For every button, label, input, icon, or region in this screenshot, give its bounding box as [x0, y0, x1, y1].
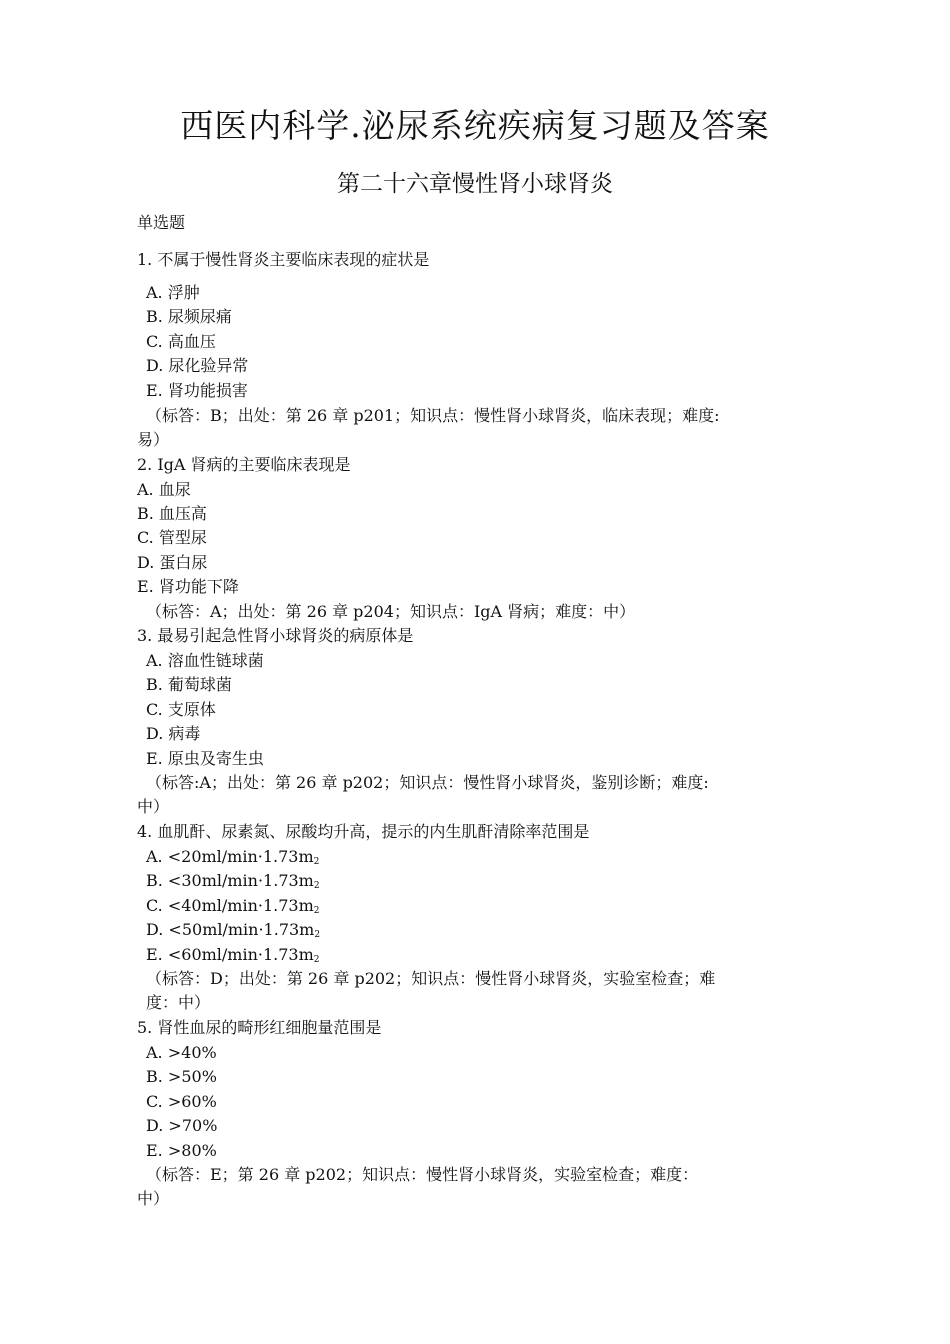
question-option: D. 病毒 [146, 724, 201, 743]
question-stem: 1. 不属于慢性肾炎主要临床表现的症状是 [137, 250, 430, 269]
question-option: B. 葡萄球菌 [146, 675, 232, 694]
answer-line: 中） [137, 797, 170, 816]
answer-line: （标答:A；出处：第 26 章 p202；知识点：慢性肾小球肾炎，鉴别诊断；难度: [146, 773, 709, 792]
question-option: C. 管型尿 [137, 528, 207, 547]
question-option: D. $<50ml/\min\cdot 1.73m_2$ [146, 920, 321, 940]
answer-line: 中） [137, 1189, 170, 1208]
question-option: B. >50% [146, 1067, 217, 1086]
chapter-title: 第二十六章慢性肾小球肾炎 [337, 171, 613, 197]
question-option: C. $<40ml/\min\cdot 1.73m_2$ [146, 896, 320, 916]
question-option: B. 尿频尿痛 [146, 307, 232, 326]
document-title: 西医内科学.泌尿系统疾病复习题及答案 [180, 106, 770, 145]
question-stem: 2. IgA 肾病的主要临床表现是 [137, 455, 351, 474]
question-option: D. 蛋白尿 [137, 553, 208, 572]
question-stem: 4. 血肌酐、尿素氮、尿酸均升高，提示的内生肌酐清除率范围是 [137, 822, 590, 841]
answer-line: （标答：A；出处：第 26 章 p204；知识点：IgA 肾病；难度：中） [146, 602, 636, 621]
question-option: A. $<20ml/\min\cdot 1.73m_2$ [146, 847, 320, 867]
question-option: E. $<60ml/\min\cdot 1.73m_2$ [146, 945, 320, 965]
question-option: E. 肾功能损害 [146, 381, 248, 400]
question-option: A. >40% [146, 1043, 217, 1062]
question-option: E. >80% [146, 1141, 217, 1160]
question-option: A. 血尿 [137, 480, 191, 499]
question-option: D. >70% [146, 1116, 218, 1135]
question-stem: 3. 最易引起急性肾小球肾炎的病原体是 [137, 626, 414, 645]
question-option: C. 高血压 [146, 332, 216, 351]
answer-line: 易） [137, 430, 170, 449]
question-option: E. 原虫及寄生虫 [146, 749, 264, 768]
answer-line: （标答：E；第 26 章 p202；知识点：慢性肾小球肾炎，实验室检查；难度： [146, 1165, 699, 1184]
question-stem: 5. 肾性血尿的畸形红细胞量范围是 [137, 1018, 382, 1037]
question-option: A. 浮肿 [146, 283, 200, 302]
question-option: B. $<30ml/\min\cdot 1.73m_2$ [146, 871, 320, 891]
question-option: A. 溶血性链球菌 [146, 651, 264, 670]
question-option: E. 肾功能下降 [137, 577, 239, 596]
section-heading: 单选题 [137, 213, 186, 232]
answer-line: （标答：B；出处：第 26 章 p201；知识点：慢性肾小球肾炎，临床表现；难度: [146, 406, 720, 425]
question-option: B. 血压高 [137, 504, 207, 523]
answer-line: （标答：D；出处：第 26 章 p202；知识点：慢性肾小球肾炎，实验室检查；难 [146, 969, 716, 988]
question-option: C. >60% [146, 1092, 217, 1111]
question-option: C. 支原体 [146, 700, 216, 719]
answer-line: 度：中） [146, 993, 211, 1012]
question-option: D. 尿化验异常 [146, 356, 249, 375]
